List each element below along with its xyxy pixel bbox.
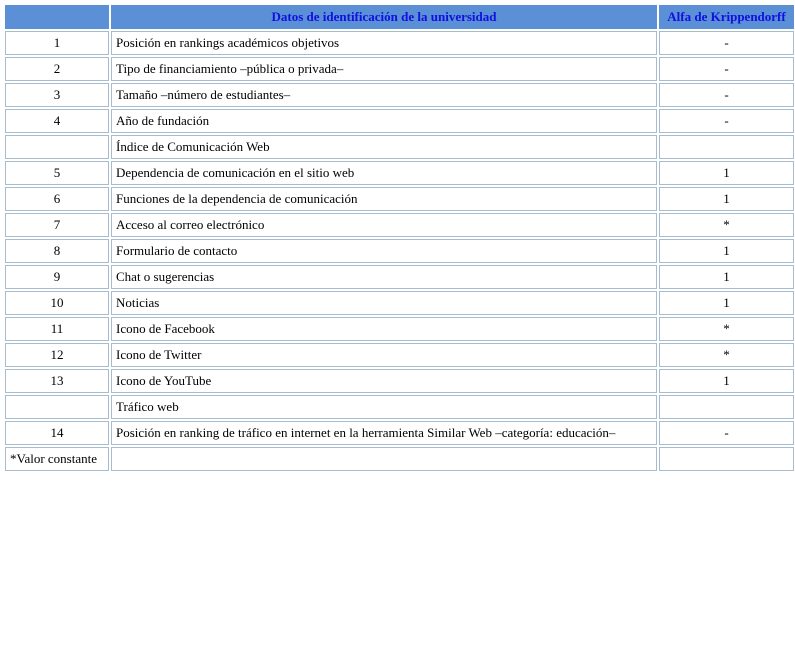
header-row <box>5 5 794 29</box>
table-row <box>5 161 794 185</box>
row-number: 9 <box>5 265 109 289</box>
header-krippendorff-alpha: Alfa de Krippendorff <box>659 5 794 29</box>
row-label: Año de fundación <box>111 109 657 133</box>
header-identification-data: Datos de identificación de la universidad <box>111 5 657 29</box>
row-label: Noticias <box>111 291 657 315</box>
footer-row <box>5 447 794 471</box>
row-label: Posición en ranking de tráfico en internet en la herramienta Similar Web –categoría: educación– <box>111 421 657 445</box>
row-number <box>5 135 109 159</box>
row-label: Tipo de financiamiento –pública o privada– <box>111 57 657 81</box>
footer-empty-cell <box>111 447 657 471</box>
table-row <box>5 57 794 81</box>
row-number: 14 <box>5 421 109 445</box>
row-label: Acceso al correo electrónico <box>111 213 657 237</box>
krippendorff-table <box>3 3 795 473</box>
footnote: *Valor constante <box>5 447 109 471</box>
table-row <box>5 343 794 367</box>
row-number: 1 <box>5 31 109 55</box>
row-number: 8 <box>5 239 109 263</box>
row-label: Funciones de la dependencia de comunicación <box>111 187 657 211</box>
section-row <box>5 135 794 159</box>
table-row <box>5 239 794 263</box>
row-number: 11 <box>5 317 109 341</box>
footer-empty-cell <box>659 447 794 471</box>
row-alpha: * <box>659 317 794 341</box>
row-label: Formulario de contacto <box>111 239 657 263</box>
row-number: 4 <box>5 109 109 133</box>
row-alpha <box>659 135 794 159</box>
table-row <box>5 83 794 107</box>
row-alpha: - <box>659 57 794 81</box>
table-row <box>5 421 794 445</box>
row-alpha: - <box>659 83 794 107</box>
row-alpha: 1 <box>659 239 794 263</box>
table-row <box>5 291 794 315</box>
row-alpha: * <box>659 213 794 237</box>
row-label: Icono de Facebook <box>111 317 657 341</box>
row-alpha: - <box>659 421 794 445</box>
row-alpha: 1 <box>659 265 794 289</box>
row-label: Tamaño –número de estudiantes– <box>111 83 657 107</box>
table-row <box>5 109 794 133</box>
section-label: Índice de Comunicación Web <box>111 135 657 159</box>
row-alpha: - <box>659 109 794 133</box>
row-number: 10 <box>5 291 109 315</box>
row-alpha <box>659 395 794 419</box>
row-number: 6 <box>5 187 109 211</box>
table-row <box>5 213 794 237</box>
row-label: Icono de Twitter <box>111 343 657 367</box>
section-label: Tráfico web <box>111 395 657 419</box>
row-alpha: - <box>659 31 794 55</box>
table-row <box>5 265 794 289</box>
row-number: 7 <box>5 213 109 237</box>
row-alpha: * <box>659 343 794 367</box>
row-label: Posición en rankings académicos objetivos <box>111 31 657 55</box>
row-alpha: 1 <box>659 291 794 315</box>
row-number: 3 <box>5 83 109 107</box>
row-alpha: 1 <box>659 161 794 185</box>
row-number: 13 <box>5 369 109 393</box>
row-label: Icono de YouTube <box>111 369 657 393</box>
section-row <box>5 395 794 419</box>
row-number: 12 <box>5 343 109 367</box>
row-label: Dependencia de comunicación en el sitio web <box>111 161 657 185</box>
row-number: 5 <box>5 161 109 185</box>
header-number <box>5 5 109 29</box>
table-row <box>5 369 794 393</box>
table-row <box>5 317 794 341</box>
row-label: Chat o sugerencias <box>111 265 657 289</box>
row-alpha: 1 <box>659 187 794 211</box>
table-row <box>5 31 794 55</box>
row-alpha: 1 <box>659 369 794 393</box>
row-number <box>5 395 109 419</box>
row-number: 2 <box>5 57 109 81</box>
table-row <box>5 187 794 211</box>
